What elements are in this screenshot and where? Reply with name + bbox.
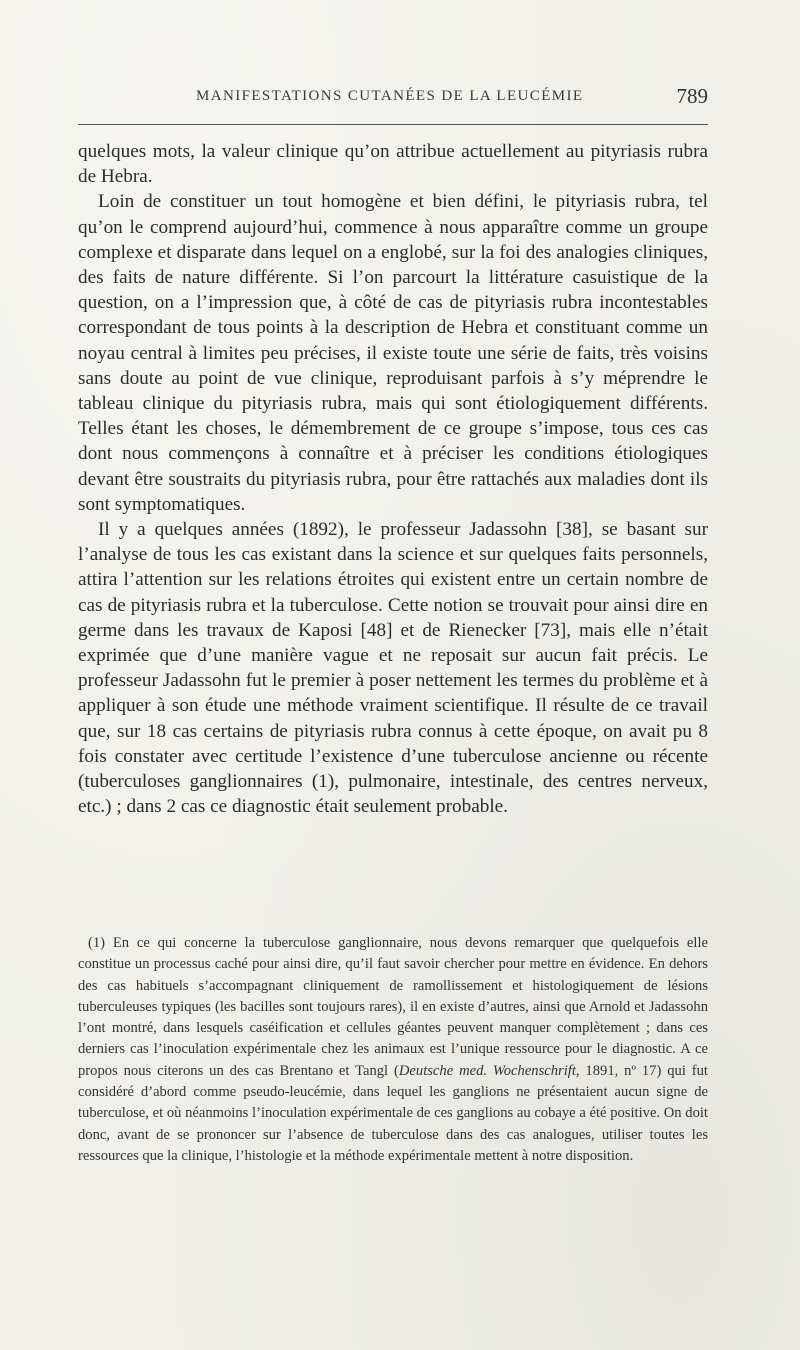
header-rule [78, 124, 708, 125]
page-number: 789 [676, 84, 708, 108]
footnote [78, 933, 708, 1167]
main-text [78, 139, 708, 819]
footnote-citation: Deutsche med. Wochenschrift [398, 1062, 576, 1079]
paragraph-2: Loin de constituer un tout homogène et bien défini, le pityriasis rubra, tel qu’on le comprend aujourd’hui, commence à nous apparaître comme un groupe complexe et disparate dans lequel on a englobé, sur la foi des analogies cliniques, des faits de nature différente. Si l’on parcourt la littérature casuistique de la question, on a l’impression que, à côté de cas de pityriasis rubra incontestables correspondant de tous points à la description de Hebra et constituant comme un noyau central à limites peu précises, il existe toute une série de faits, très voisins sans doute au point de vue clinique, reproduisant parfois à s’y méprendre le tableau clinique du pityriasis rubra, mais qui sont étiologiquement différents. Telles étant les choses, le démembrement de ce groupe s’impose, tous ces cas dont nous commençons à connaître et à préciser les conditions étiologiques devant être soustraits du pityriasis rubra, pour être rattachés aux maladies dont ils sont symptomatiques. [78, 191, 708, 515]
running-header [78, 86, 708, 112]
footnote-text-1: (1) En ce qui concerne la tuberculose ganglionnaire, nous devons remarquer que quelquefois elle constitue un processus caché pour ainsi dire, qu’il faut savoir chercher pour mettre en évidence. En dehors des cas habituels s’accompagnant cliniquement de ramollissement et histologiquement de lésions tuberculeuses typiques (les bacilles sont toujours rares), il en existe d’autres, ainsi que Arnold et Jadassohn l’ont montré, dans lesquels caséification et cellules géantes peuvent manquer complètement ; dans ces derniers cas l’inoculation expérimentale chez les animaux est l’unique ressource pour le diagnostic. A ce propos nous citerons un des cas Brentano et Tangl ( [78, 935, 708, 1079]
footnote-text-2: , 1891, nº 17) qui fut considéré d’abord comme pseudo-leucémie, dans lequel les ganglions ne présentaient aucun signe de tuberculose, et où néanmoins l’inoculation expérimentale de ces ganglions au cobaye a été positive. On doit donc, avant de se prononcer sur l’absence de tuberculose dans des cas analogues, utiliser toutes les ressources que la clinique, l’histologie et la méthode expérimentale mettent à notre disposition. [78, 1062, 708, 1164]
paragraph-1: quelques mots, la valeur clinique qu’on attribue actuellement au pityriasis rubra de Hebra. [78, 141, 708, 188]
paragraph-3: Il y a quelques années (1892), le professeur Jadassohn [38], se basant sur l’analyse de tous les cas existant dans la science et sur quelques faits personnels, attira l’attention sur les relations étroites qui existent entre un certain nombre de cas de pityriasis rubra et la tuberculose. Cette notion se trouvait pour ainsi dire en germe dans les travaux de Kaposi [48] et de Rienecker [73], mais elle n’était exprimée que d’une manière vague et ne reposait sur aucun fait précis. Le professeur Jadassohn fut le premier à poser nettement les termes du problème et à appliquer à son étude une méthode vraiment scientifique. Il résulte de ce travail que, sur 18 cas certains de pityriasis rubra connus à cette époque, on avait pu 8 fois constater avec certitude l’existence d’une tuberculose ancienne ou récente (tuberculoses ganglionnaires (1), pulmonaire, intestinale, des centres nerveux, etc.) ; dans 2 cas ce diagnostic était seulement probable. [78, 519, 708, 818]
running-title: MANIFESTATIONS CUTANÉES DE LA LEUCÉMIE [196, 88, 584, 104]
